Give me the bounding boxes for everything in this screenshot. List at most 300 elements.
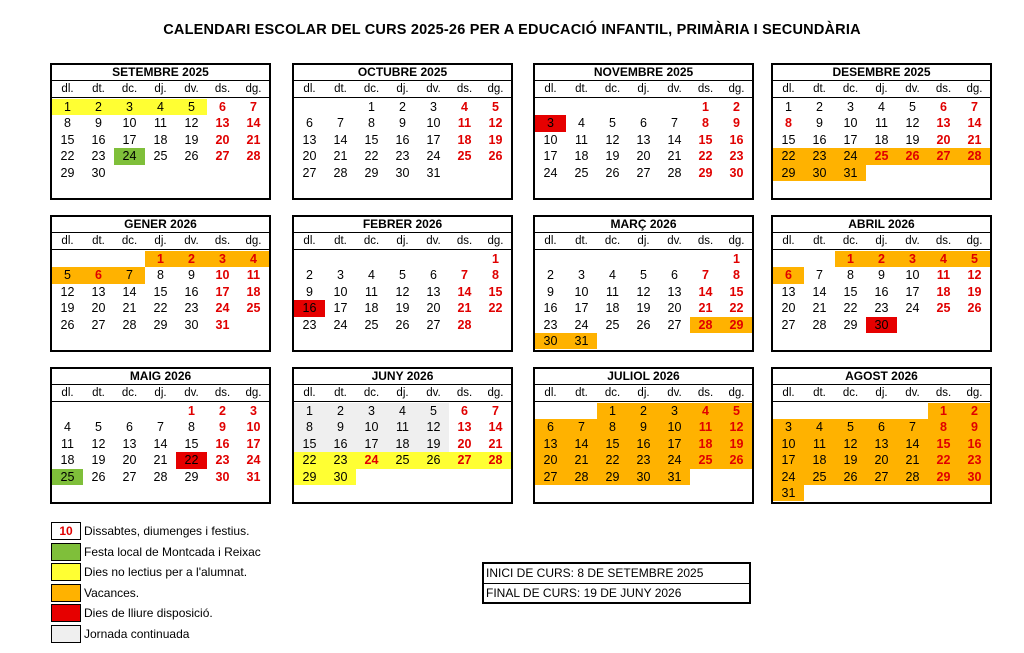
day-cell: 8: [157, 268, 164, 283]
legend-item-festius: [51, 521, 261, 542]
weekday-label: dj.: [154, 235, 167, 247]
weekday-label: dv.: [905, 387, 920, 399]
month-calendar: [533, 63, 754, 200]
day-cell: 19: [60, 301, 75, 316]
weekday-label: dj.: [637, 387, 650, 399]
day-cell: 27: [215, 149, 230, 164]
day-cell: 14: [488, 420, 503, 435]
weekday-label: dj.: [154, 83, 167, 95]
page-title: CALENDARI ESCOLAR DEL CURS 2025-26 PER A EDUCACIÓ INFANTIL, PRIMÀRIA I SECUNDÀRIA: [163, 22, 861, 38]
day-cell: 1: [702, 100, 709, 114]
weekday-label: dg.: [966, 83, 983, 95]
empty-cell: [535, 99, 566, 115]
empty-cell: [114, 403, 145, 419]
month-calendar: [533, 215, 754, 352]
day-cell: 11: [875, 116, 888, 131]
empty-cell: [83, 251, 114, 267]
day-cell: 19: [835, 452, 866, 468]
day-cell: 12: [605, 132, 620, 147]
empty-cell: [387, 251, 418, 267]
day-cell: 22: [843, 301, 858, 316]
day-cell: 27: [928, 148, 959, 164]
day-cell: 26: [184, 149, 199, 164]
day-cell: 7: [971, 100, 978, 114]
month-calendar: [50, 367, 271, 504]
empty-cell: [114, 251, 145, 267]
day-cell: 31: [246, 469, 261, 484]
day-cell: 3: [659, 403, 690, 419]
month-calendar: [292, 215, 513, 352]
weekday-label: dt.: [575, 387, 588, 399]
day-cell: 13: [122, 436, 137, 451]
day-cell: 15: [928, 436, 959, 452]
day-cell: 11: [246, 268, 261, 283]
weekday-label: dj.: [637, 235, 650, 247]
day-cell: 25: [364, 317, 379, 332]
weekday-label: dc.: [842, 387, 859, 399]
day-cell: 26: [605, 165, 620, 180]
empty-cell: [145, 403, 176, 419]
day-cell: 12: [184, 116, 199, 131]
day-cell: 20: [122, 453, 137, 468]
day-cell: 2: [83, 99, 114, 115]
day-cell: 26: [91, 469, 106, 484]
day-cell: 23: [804, 148, 835, 164]
day-cell: 26: [395, 317, 410, 332]
empty-cell: [659, 99, 690, 115]
weekday-header: [773, 233, 990, 250]
day-cell: 28: [333, 165, 348, 180]
day-cell: 26: [967, 301, 982, 316]
day-cell: 29: [698, 165, 713, 180]
day-cell: 29: [364, 165, 379, 180]
day-cell: 3: [430, 100, 437, 114]
day-cell: 13: [215, 116, 230, 131]
day-cell: 2: [219, 404, 226, 418]
day-cell: 2: [399, 100, 406, 114]
day-cell: 10: [122, 116, 137, 131]
day-cell: 8: [733, 268, 740, 283]
day-cell: 6: [306, 116, 313, 131]
day-cell: 27: [535, 469, 566, 485]
day-cell: 28: [246, 149, 261, 164]
weekday-label: dj.: [396, 83, 409, 95]
day-grid: [773, 402, 990, 501]
day-cell: 31: [426, 165, 441, 180]
day-cell: 26: [418, 452, 449, 468]
day-cell: 29: [843, 317, 858, 332]
day-cell: 30: [959, 469, 990, 485]
day-cell: 30: [866, 317, 897, 333]
day-cell: 19: [91, 453, 106, 468]
day-cell: 4: [461, 100, 468, 114]
day-cell: 12: [967, 268, 982, 283]
day-cell: 9: [959, 419, 990, 435]
day-cell: 9: [219, 420, 226, 435]
day-cell: 14: [122, 284, 137, 299]
day-cell: 7: [816, 268, 823, 283]
day-cell: 29: [60, 165, 75, 180]
day-cell: 6: [535, 419, 566, 435]
day-cell: 14: [333, 132, 348, 147]
day-cell: 16: [628, 436, 659, 452]
day-cell: 9: [547, 284, 554, 299]
day-cell: 25: [690, 452, 721, 468]
legend-item-no-lectius: [51, 562, 261, 583]
weekday-label: dl.: [61, 83, 74, 95]
day-cell: 28: [457, 317, 472, 332]
day-cell: 17: [543, 149, 558, 164]
legend-swatch-weekend: 10: [51, 522, 81, 540]
day-cell: 11: [154, 116, 167, 131]
weekday-label: dc.: [363, 83, 380, 95]
day-cell: 2: [959, 403, 990, 419]
empty-cell: [294, 99, 325, 115]
day-cell: 8: [847, 268, 854, 283]
day-cell: 18: [605, 301, 620, 316]
day-cell: 7: [250, 100, 257, 114]
legend-swatch-green: [51, 543, 81, 561]
day-cell: 7: [897, 419, 928, 435]
month-name: AGOST 2026: [773, 369, 990, 385]
weekday-header: [52, 81, 269, 98]
day-cell: 21: [812, 301, 827, 316]
weekday-label: ds.: [214, 83, 231, 95]
day-cell: 22: [597, 452, 628, 468]
day-cell: 28: [153, 469, 168, 484]
month-calendar: [292, 63, 513, 200]
day-cell: 22: [488, 301, 503, 316]
empty-cell: [566, 403, 597, 419]
day-cell: 20: [426, 301, 441, 316]
month-name: MAIG 2026: [52, 369, 269, 385]
day-cell: 1: [145, 251, 176, 267]
day-cell: 30: [729, 165, 744, 180]
day-grid: [773, 98, 990, 181]
day-cell: 21: [897, 452, 928, 468]
day-cell: 26: [488, 149, 503, 164]
day-cell: 18: [153, 132, 168, 147]
day-cell: 24: [773, 469, 804, 485]
day-grid: [294, 402, 511, 485]
day-cell: 24: [835, 148, 866, 164]
weekday-label: dl.: [544, 387, 557, 399]
day-cell: 24: [356, 452, 387, 468]
day-cell: 27: [426, 317, 441, 332]
day-cell: 6: [219, 100, 226, 114]
weekday-label: dv.: [667, 235, 682, 247]
weekday-label: dc.: [121, 83, 138, 95]
day-cell: 7: [702, 268, 709, 283]
day-cell: 4: [368, 268, 375, 283]
day-cell: 28: [897, 469, 928, 485]
month-calendar: [50, 215, 271, 352]
day-cell: 19: [184, 132, 199, 147]
day-cell: 27: [781, 317, 796, 332]
day-cell: 10: [356, 419, 387, 435]
empty-cell: [52, 403, 83, 419]
day-cell: 29: [184, 469, 199, 484]
day-cell: 30: [535, 333, 566, 349]
day-cell: 23: [874, 301, 889, 316]
weekday-label: dg.: [728, 387, 745, 399]
day-cell: 4: [238, 251, 269, 267]
weekday-label: dv.: [184, 235, 199, 247]
day-cell: 18: [936, 284, 951, 299]
day-cell: 4: [804, 419, 835, 435]
day-cell: 9: [628, 419, 659, 435]
empty-cell: [449, 251, 480, 267]
day-cell: 16: [812, 132, 827, 147]
empty-cell: [773, 251, 804, 267]
day-cell: 24: [543, 165, 558, 180]
day-cell: 5: [909, 100, 916, 114]
day-cell: 13: [936, 116, 951, 131]
day-cell: 25: [804, 469, 835, 485]
day-cell: 6: [640, 116, 647, 131]
weekday-label: dv.: [426, 387, 441, 399]
day-cell: 19: [488, 132, 503, 147]
day-cell: 3: [356, 403, 387, 419]
weekday-label: ds.: [935, 387, 952, 399]
weekday-header: [294, 385, 511, 402]
day-cell: 9: [878, 268, 885, 283]
day-cell: 22: [176, 452, 207, 468]
day-cell: 12: [721, 419, 752, 435]
day-cell: 20: [302, 149, 317, 164]
day-cell: 28: [812, 317, 827, 332]
day-cell: 13: [535, 436, 566, 452]
empty-cell: [866, 403, 897, 419]
day-cell: 8: [188, 420, 195, 435]
weekday-label: dl.: [782, 235, 795, 247]
day-cell: 14: [812, 284, 827, 299]
day-cell: 21: [967, 132, 982, 147]
weekday-header: [52, 385, 269, 402]
day-cell: 2: [816, 100, 823, 114]
day-cell: 21: [488, 436, 503, 451]
day-cell: 22: [928, 452, 959, 468]
day-cell: 1: [733, 252, 740, 266]
day-cell: 19: [395, 301, 410, 316]
month-calendar: [771, 367, 992, 504]
day-cell: 21: [153, 453, 168, 468]
weekday-label: dc.: [604, 83, 621, 95]
day-cell: 23: [729, 149, 744, 164]
weekday-label: dl.: [303, 235, 316, 247]
day-cell: 16: [294, 300, 325, 316]
day-cell: 10: [333, 284, 348, 299]
day-cell: 21: [457, 301, 472, 316]
empty-cell: [325, 251, 356, 267]
day-cell: 5: [52, 267, 83, 283]
day-cell: 16: [215, 436, 230, 451]
day-cell: 30: [804, 165, 835, 181]
weekday-label: ds.: [697, 387, 714, 399]
legend-label: Dissabtes, diumenges i festius.: [84, 524, 250, 539]
day-cell: 31: [659, 469, 690, 485]
day-cell: 4: [578, 116, 585, 131]
day-cell: 19: [721, 436, 752, 452]
weekday-label: dg.: [245, 235, 262, 247]
weekday-header: [52, 233, 269, 250]
weekday-label: dt.: [813, 235, 826, 247]
weekday-label: dt.: [92, 387, 105, 399]
weekday-label: dl.: [544, 83, 557, 95]
day-cell: 26: [636, 317, 651, 332]
day-cell: 23: [543, 317, 558, 332]
weekday-header: [535, 385, 752, 402]
day-cell: 26: [897, 148, 928, 164]
day-cell: 16: [325, 436, 356, 452]
weekday-label: dl.: [544, 235, 557, 247]
day-cell: 20: [667, 301, 682, 316]
day-cell: 14: [897, 436, 928, 452]
day-cell: 15: [364, 132, 379, 147]
day-cell: 4: [387, 403, 418, 419]
day-cell: 1: [492, 252, 499, 266]
day-cell: 17: [246, 436, 261, 451]
day-cell: 24: [246, 453, 261, 468]
day-cell: 16: [91, 132, 106, 147]
day-cell: 18: [246, 284, 261, 299]
weekday-label: dl.: [782, 387, 795, 399]
month-name: DESEMBRE 2025: [773, 65, 990, 81]
day-cell: 11: [804, 436, 835, 452]
day-cell: 30: [91, 165, 106, 180]
weekday-label: dg.: [487, 83, 504, 95]
day-cell: 24: [215, 301, 230, 316]
day-cell: 14: [457, 284, 472, 299]
day-cell: 12: [60, 284, 75, 299]
day-cell: 15: [184, 436, 199, 451]
weekday-label: dt.: [813, 83, 826, 95]
day-cell: 1: [597, 403, 628, 419]
legend-label: Dies no lectius per a l'alumnat.: [84, 565, 248, 580]
day-cell: 21: [566, 452, 597, 468]
day-cell: 11: [690, 419, 721, 435]
day-cell: 6: [461, 404, 468, 418]
day-cell: 4: [145, 99, 176, 115]
weekday-label: ds.: [935, 83, 952, 95]
weekday-label: dj.: [396, 387, 409, 399]
day-cell: 6: [940, 100, 947, 114]
empty-cell: [535, 251, 566, 267]
empty-cell: [597, 99, 628, 115]
empty-cell: [535, 403, 566, 419]
legend-item-vacances: [51, 583, 261, 604]
empty-cell: [52, 251, 83, 267]
day-cell: 17: [773, 452, 804, 468]
day-cell: 6: [83, 267, 114, 283]
day-cell: 1: [785, 100, 792, 114]
day-grid: [535, 98, 752, 181]
legend-item-lliure-disposicio: [51, 603, 261, 624]
day-cell: 15: [698, 132, 713, 147]
day-cell: 3: [337, 268, 344, 283]
day-cell: 9: [306, 284, 313, 299]
day-cell: 5: [418, 403, 449, 419]
weekday-label: ds.: [214, 235, 231, 247]
day-cell: 22: [294, 452, 325, 468]
weekday-label: dc.: [121, 387, 138, 399]
weekday-label: dv.: [667, 83, 682, 95]
legend-item-festa-local: [51, 542, 261, 563]
day-cell: 30: [215, 469, 230, 484]
month-name: NOVEMBRE 2025: [535, 65, 752, 81]
day-cell: 11: [575, 132, 588, 147]
month-name: JULIOL 2026: [535, 369, 752, 385]
day-cell: 7: [461, 268, 468, 283]
day-cell: 3: [114, 99, 145, 115]
day-cell: 16: [184, 284, 199, 299]
empty-cell: [628, 99, 659, 115]
day-cell: 15: [488, 284, 503, 299]
weekday-label: dj.: [875, 83, 888, 95]
day-cell: 16: [729, 132, 744, 147]
day-cell: 19: [967, 284, 982, 299]
day-cell: 23: [959, 452, 990, 468]
month-calendar: [771, 63, 992, 200]
day-cell: 25: [52, 469, 83, 485]
day-cell: 11: [365, 284, 378, 299]
day-cell: 17: [333, 301, 348, 316]
weekday-label: dc.: [842, 83, 859, 95]
month-calendar: [533, 367, 754, 504]
day-cell: 15: [781, 132, 796, 147]
day-cell: 20: [457, 436, 472, 451]
legend: [51, 521, 261, 644]
day-cell: 13: [781, 284, 796, 299]
legend-label: Vacances.: [84, 585, 140, 600]
day-cell: 17: [574, 301, 589, 316]
day-cell: 12: [905, 116, 920, 131]
day-cell: 17: [356, 436, 387, 452]
day-cell: 6: [773, 267, 804, 283]
weekday-label: dt.: [334, 387, 347, 399]
month-name: JUNY 2026: [294, 369, 511, 385]
day-cell: 10: [543, 132, 558, 147]
day-cell: 15: [153, 284, 168, 299]
day-cell: 27: [866, 469, 897, 485]
weekday-header: [773, 81, 990, 98]
empty-cell: [897, 403, 928, 419]
legend-item-jornada-continuada: [51, 624, 261, 645]
day-cell: 15: [60, 132, 75, 147]
day-cell: 24: [333, 317, 348, 332]
month-name: GENER 2026: [52, 217, 269, 233]
day-cell: 8: [785, 116, 792, 131]
legend-label: Jornada continuada: [84, 626, 190, 641]
day-cell: 13: [426, 284, 441, 299]
day-cell: 8: [597, 419, 628, 435]
day-cell: 26: [721, 452, 752, 468]
day-cell: 22: [60, 149, 75, 164]
weekday-header: [773, 385, 990, 402]
day-cell: 11: [457, 116, 472, 131]
day-cell: 20: [936, 132, 951, 147]
day-grid: [773, 250, 990, 333]
day-cell: 27: [449, 452, 480, 468]
day-cell: 4: [690, 403, 721, 419]
day-cell: 18: [874, 132, 889, 147]
day-cell: 6: [430, 268, 437, 283]
day-cell: 13: [302, 132, 317, 147]
day-cell: 7: [671, 116, 678, 131]
day-cell: 31: [773, 485, 804, 501]
day-cell: 13: [457, 420, 472, 435]
day-cell: 29: [153, 317, 168, 332]
